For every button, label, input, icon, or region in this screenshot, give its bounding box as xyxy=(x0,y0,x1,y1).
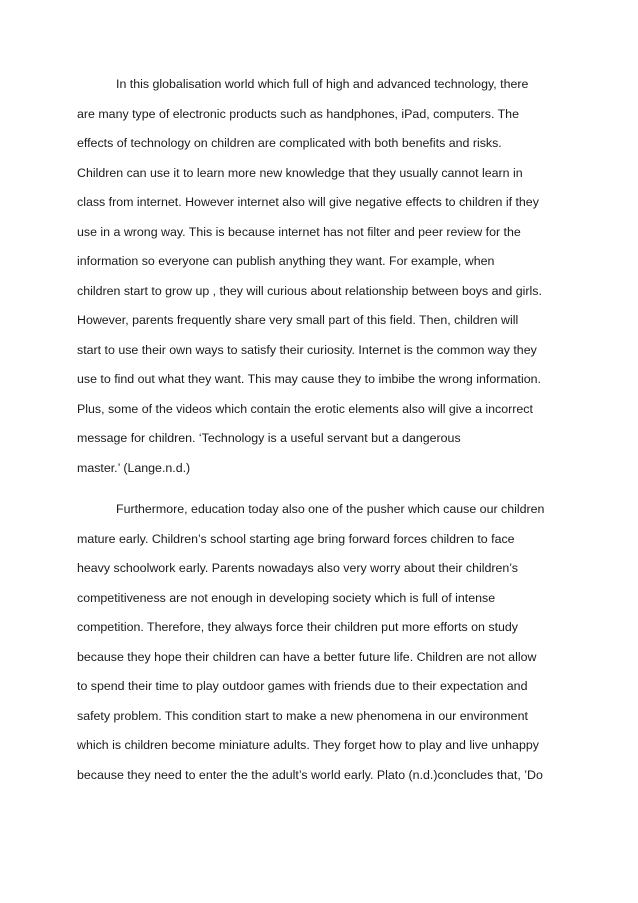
text-line: Furthermore, education today also one of the pusher which cause our children xyxy=(116,502,545,516)
text-line: start to use their own ways to satisfy their curiosity. Internet is the common way they xyxy=(77,343,537,357)
text-line: competitiveness are not enough in developing society which is full of intense xyxy=(77,591,496,605)
text-line: Plus, some of the videos which contain the erotic elements also will give a incorrect xyxy=(77,402,533,416)
text-line: class from internet. However internet also will give negative effects to children if they xyxy=(77,195,539,209)
text-line: heavy schoolwork early. Parents nowadays also very worry about their children’s xyxy=(77,561,518,575)
text-line: Children can use it to learn more new knowledge that they usually cannot learn in xyxy=(77,166,523,180)
text-line: mature early. Children’s school starting age bring forward forces children to face xyxy=(77,532,515,546)
text-line: because they hope their children can have a better future life. Children are not allow xyxy=(77,650,537,664)
text-line: In this globalisation world which full of high and advanced technology, there xyxy=(116,77,529,91)
text-line: competition. Therefore, they always force their children put more efforts on study xyxy=(77,620,519,634)
text-line: safety problem. This condition start to make a new phenomena in our environment xyxy=(77,709,528,723)
text-line: to spend their time to play outdoor games with friends due to their expectation and xyxy=(77,679,528,693)
text-line: However, parents frequently share very small part of this field. Then, children will xyxy=(77,313,519,327)
text-line: message for children. ‘Technology is a useful servant but a dangerous xyxy=(77,431,461,445)
text-line: because they need to enter the the adult’s world early. Plato (n.d.)concludes that, ’Do xyxy=(77,768,543,782)
text-line: use in a wrong way. This is because internet has not filter and peer review for the xyxy=(77,225,521,239)
text-line: master.’ (Lange.n.d.) xyxy=(77,461,191,475)
text-line: information so everyone can publish anything they want. For example, when xyxy=(77,254,495,268)
text-line: children start to grow up , they will curious about relationship between boys and girls. xyxy=(77,284,542,298)
text-line: are many type of electronic products such as handphones, iPad, computers. The xyxy=(77,107,519,121)
text-line: which is children become miniature adults. They forget how to play and live unhappy xyxy=(77,738,539,752)
text-line: use to find out what they want. This may cause they to imbibe the wrong information. xyxy=(77,372,541,386)
text-line: effects of technology on children are complicated with both benefits and risks. xyxy=(77,136,502,150)
